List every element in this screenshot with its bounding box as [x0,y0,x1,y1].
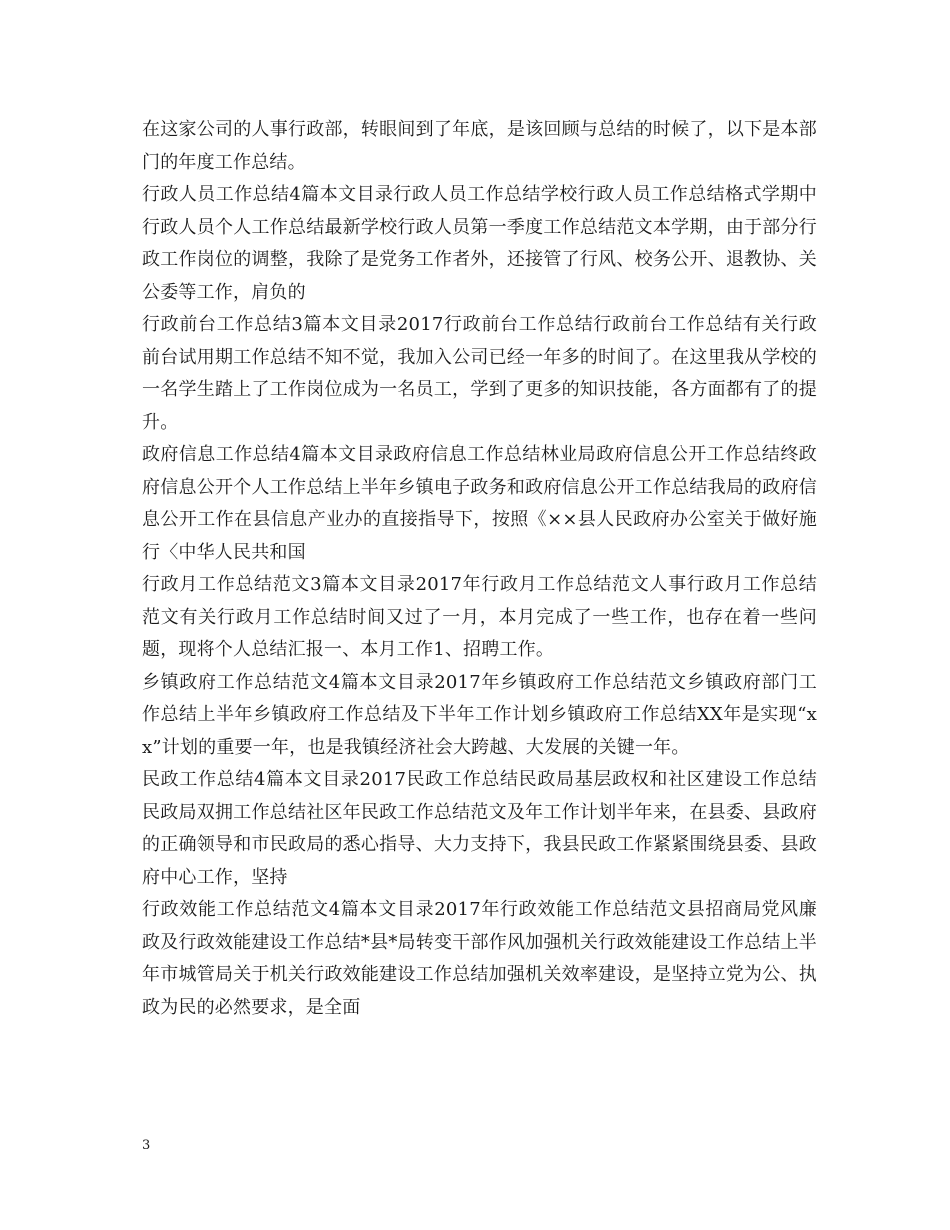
paragraph-gov-info-summary: 政府信息工作总结4篇本文目录政府信息工作总结林业局政府信息公开工作总结终政府信息公开个人工作总结上半年乡镇电子政务和政府信息公开工作总结我局的政府信息公开工作在县信息产业办的直接指导下，按照《××县人民政府办公室关于做好施行〈中华人民共和国 [142,444,817,563]
paragraph-civil-affairs-summary: 民政工作总结4篇本文目录2017民政工作总结民政局基层政权和社区建设工作总结民政局双拥工作总结社区年民政工作总结范文及年工作计划半年来，在县委、县政府的正确领导和市民政局的悉心指导、大力支持下，我县民政工作紧紧围绕县委、县政府中心工作，坚持 [142,769,817,888]
paragraph-township-gov-summary: 乡镇政府工作总结范文4篇本文目录2017年乡镇政府工作总结范文乡镇政府部门工作总结上半年乡镇政府工作总结及下半年工作计划乡镇政府工作总结XX年是实现“xx”计划的重要一年，也是我镇经济社会大跨越、大发展的关键一年。 [142,671,817,758]
paragraph-front-desk-summary: 行政前台工作总结3篇本文目录2017行政前台工作总结行政前台工作总结有关行政前台试用期工作总结不知不觉，我加入公司已经一年多的时间了。在这里我从学校的一名学生踏上了工作岗位成为一名员工，学到了更多的知识技能，各方面都有了的提升。 [142,314,817,433]
paragraph-admin-staff-summary: 行政人员工作总结4篇本文目录行政人员工作总结学校行政人员工作总结格式学期中行政人员个人工作总结最新学校行政人员第一季度工作总结范文本学期，由于部分行政工作岗位的调整，我除了是党务工作者外，还接管了行风、校务公开、退教协、关公委等工作，肩负的 [142,184,817,303]
document-body [142,114,817,1024]
paragraph-monthly-summary: 行政月工作总结范文3篇本文目录2017年行政月工作总结范文人事行政月工作总结范文有关行政月工作总结时间又过了一月，本月完成了一些工作，也存在着一些问题，现将个人总结汇报一、本月工作1、招聘工作。 [142,574,817,660]
page-number: 3 [142,1138,151,1153]
paragraph-intro: 在这家公司的人事行政部，转眼间到了年底，是该回顾与总结的时候了，以下是本部门的年度工作总结。 [142,119,817,173]
paragraph-admin-efficiency-summary: 行政效能工作总结范文4篇本文目录2017年行政效能工作总结范文县招商局党风廉政及行政效能建设工作总结*县*局转变干部作风加强机关行政效能建设工作总结上半年市城管局关于机关行政效能建设工作总结加强机关效率建设，是坚持立党为公、执政为民的必然要求，是全面 [142,899,817,1018]
